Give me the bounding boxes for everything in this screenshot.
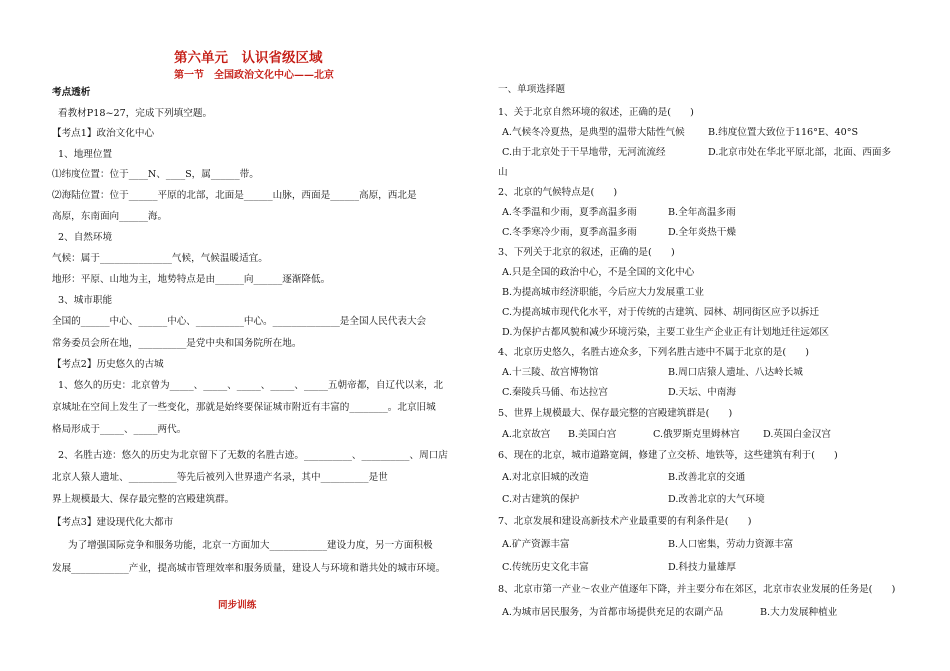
text-line: 北京人猿人遗址、__________等先后被列入世界遗产名录，其中__________是世 bbox=[52, 472, 388, 483]
kaodian-heading: 考点透析 bbox=[52, 87, 91, 98]
topic-heading-3: 【考点3】建设现代化大都市 bbox=[52, 517, 174, 528]
question-3: 3、下列关于北京的叙述，正确的是( ) bbox=[498, 247, 675, 258]
text-line: 界上规模最大、保存最完整的宫殿建筑群。 bbox=[52, 494, 235, 505]
text-line: 高原，东南面向______海。 bbox=[52, 211, 168, 222]
option: A.矿产资源丰富 bbox=[502, 539, 570, 550]
option: C.传统历史文化丰富 bbox=[502, 562, 589, 573]
text-line: 为了增强国际竞争和服务功能，北京一方面加大____________建设力度，另一方面积极 bbox=[68, 540, 433, 551]
option: A.北京故宫 bbox=[502, 429, 551, 440]
option: C.俄罗斯克里姆林宫 bbox=[653, 429, 740, 440]
text-line: 京城址在空间上发生了一些变化，那就是始终要保证城市附近有丰富的________。北京旧城 bbox=[52, 402, 436, 413]
text-line: 2、名胜古迹：悠久的历史为北京留下了无数的名胜古迹。__________、__________、周口店 bbox=[58, 450, 448, 461]
topic-heading-1: 【考点1】政治文化中心 bbox=[52, 128, 155, 139]
question-5: 5、世界上规模最大、保存最完整的宫殿建筑群是( ) bbox=[498, 408, 733, 419]
option: A.只是全国的政治中心，不是全国的文化中心 bbox=[502, 267, 695, 278]
option: D.科技力量雄厚 bbox=[668, 562, 736, 573]
option: B.人口密集，劳动力资源丰富 bbox=[668, 539, 794, 550]
text-line: 1、地理位置 bbox=[58, 149, 113, 160]
option: C.冬季寒冷少雨，夏季高温多雨 bbox=[502, 227, 637, 238]
option: D.改善北京的大气环境 bbox=[668, 494, 765, 505]
option: A.冬季温和少雨，夏季高温多雨 bbox=[502, 207, 637, 218]
text-line: 全国的______中心、______中心、__________中心。______________是全国人民代表大会 bbox=[52, 316, 427, 327]
topic-heading-2: 【考点2】历史悠久的古城 bbox=[52, 359, 164, 370]
option: C.为提高城市现代化水平，对于传统的古建筑、园林、胡同街区应予以拆迁 bbox=[502, 307, 820, 318]
option: D.天坛、中南海 bbox=[668, 387, 736, 398]
option: A.为城市居民服务，为首都市场提供充足的农副产品 bbox=[502, 607, 724, 618]
text-line: 看教材P18~27，完成下列填空题。 bbox=[58, 108, 213, 119]
question-2: 2、北京的气候特点是( ) bbox=[498, 187, 618, 198]
text-line: 地形：平原、山地为主，地势特点是由______向______逐渐降低。 bbox=[52, 274, 331, 285]
text-line: 发展____________产业，提高城市管理效率和服务质量，建设人与环境和谐共处的城市环境。 bbox=[52, 563, 446, 574]
text-line: 1、悠久的历史：北京曾为_____、_____、_____、_____、_____五朝帝都，自辽代以来，北 bbox=[58, 380, 444, 391]
option: C.由于北京处于干旱地带，无河流流经 bbox=[502, 147, 666, 158]
option: A.气候冬冷夏热，是典型的温带大陆性气候 bbox=[502, 127, 685, 138]
text-line: ⑵海陆位置：位于______平原的北部，北面是______山脉，西面是______高原，西北是 bbox=[52, 190, 417, 201]
question-1: 1、关于北京自然环境的叙述，正确的是( ) bbox=[498, 107, 694, 118]
tongbu-heading: 同步训练 bbox=[218, 600, 257, 611]
text-line: 3、城市职能 bbox=[58, 295, 113, 306]
option: B.改善北京的交通 bbox=[668, 472, 746, 483]
text-line: ⑴纬度位置：位于____N、____S，属______带。 bbox=[52, 169, 259, 180]
unit-title: 第六单元 认识省级区域 bbox=[174, 50, 323, 66]
option: B.纬度位置大致位于116°E、40°S bbox=[708, 127, 859, 138]
question-7: 7、北京发展和建设高新技术产业最重要的有利条件是( ) bbox=[498, 516, 752, 527]
option: D.全年炎热干燥 bbox=[668, 227, 736, 238]
option: D.北京市处在华北平原北部，北面、西面多 bbox=[708, 147, 892, 158]
option: B.大力发展种植业 bbox=[760, 607, 838, 618]
question-6: 6、现在的北京，城市道路宽阔，修建了立交桥、地铁等，这些建筑有利于( ) bbox=[498, 450, 838, 461]
text-line: 常务委员会所在地，__________是党中央和国务院所在地。 bbox=[52, 338, 302, 349]
option: D.为保护古都风貌和减少环境污染，主要工业生产企业正有计划地迁往远郊区 bbox=[502, 327, 829, 338]
section-heading: 一、单项选择题 bbox=[498, 84, 566, 95]
option: A.十三陵、故宫博物馆 bbox=[502, 367, 599, 378]
text-line: 气候：属于_______________气候，气候温暖适宜。 bbox=[52, 253, 268, 264]
option-wrap: 山 bbox=[498, 167, 508, 178]
question-8: 8、北京市第一产业～农业产值逐年下降，并主要分布在郊区，北京市农业发展的任务是( ) bbox=[498, 584, 896, 595]
text-line: 格局形成于_____、_____两代。 bbox=[52, 424, 187, 435]
question-4: 4、北京历史悠久，名胜古迹众多，下列名胜古迹中不属于北京的是( ) bbox=[498, 347, 809, 358]
option: B.美国白宫 bbox=[568, 429, 617, 440]
option: B.为提高城市经济职能，今后应大力发展重工业 bbox=[502, 287, 704, 298]
text-line: 2、自然环境 bbox=[58, 232, 113, 243]
option: B.周口店猿人遗址、八达岭长城 bbox=[668, 367, 803, 378]
option: C.秦陵兵马俑、布达拉宫 bbox=[502, 387, 608, 398]
option: C.对古建筑的保护 bbox=[502, 494, 580, 505]
option: B.全年高温多雨 bbox=[668, 207, 736, 218]
option: D.英国白金汉宫 bbox=[763, 429, 831, 440]
section-subtitle: 第一节 全国政治文化中心——北京 bbox=[174, 70, 334, 81]
option: A.对北京旧城的改造 bbox=[502, 472, 589, 483]
